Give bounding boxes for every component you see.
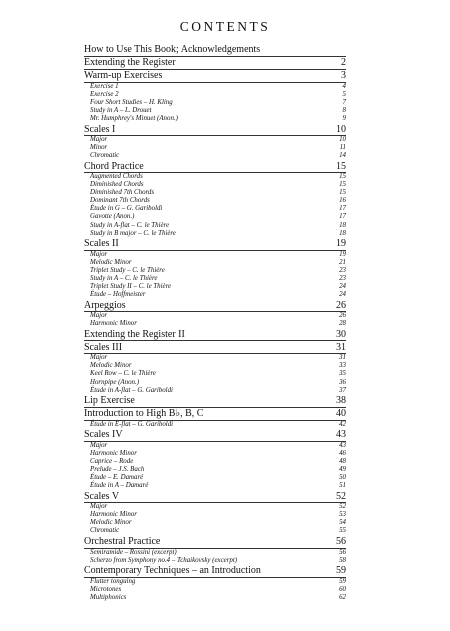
toc-entry-title: Extending the Register: [84, 57, 176, 69]
toc-section-entry: [84, 408, 346, 421]
toc-section-entry: [84, 124, 346, 137]
toc-subentry: [84, 136, 346, 144]
toc-page-number: 60: [339, 585, 346, 593]
toc-entry-title: Microtones: [90, 585, 122, 593]
toc-page-number: 7: [342, 98, 346, 106]
toc-entry-title: Warm-up Exercises: [84, 70, 163, 82]
toc-subentry: [84, 511, 346, 519]
toc-subentry: [84, 503, 346, 511]
toc-page-number: 2: [341, 57, 346, 69]
toc-page-number: 15: [339, 173, 346, 181]
toc-entry-title: Keel Row – C. le Thière: [90, 370, 156, 378]
toc-page-number: 31: [339, 354, 346, 362]
toc-subentry: [84, 251, 346, 259]
toc-section-entry: [84, 342, 346, 355]
toc-entry-title: Prelude – J.S. Bach: [90, 466, 145, 474]
toc-subentry: [84, 115, 346, 123]
toc-entry-title: Triplet Study II – C. le Thière: [90, 282, 172, 290]
toc-page-number: 19: [336, 238, 346, 250]
toc-page-number: 38: [336, 395, 346, 407]
toc-entry-title: Multiphonics: [90, 593, 127, 601]
toc-entry-title: Chromatic: [90, 152, 120, 160]
toc-page-number: 59: [339, 577, 346, 585]
toc-subentry: [84, 91, 346, 99]
toc-entry-title: Orchestral Practice: [84, 536, 161, 548]
toc-page-number: 37: [339, 386, 346, 394]
toc-subentry: [84, 230, 346, 238]
toc-page-number: 23: [339, 274, 346, 282]
toc-page-number: 50: [339, 474, 346, 482]
toc-page-number: 35: [339, 370, 346, 378]
toc-entry-title: Étude in E-flat – G. Gariboldi: [90, 420, 174, 428]
toc-page-number: 26: [336, 299, 346, 311]
toc-section-entry: [84, 238, 346, 251]
toc-entry-title: Arpeggios: [84, 299, 126, 311]
toc-subentry: [84, 594, 346, 602]
toc-entry-title: Diminished Chords: [90, 181, 144, 189]
toc-entry-title: Study in B major – C. le Thière: [90, 229, 176, 237]
toc-page-number: 10: [336, 123, 346, 135]
toc-page-number: 58: [339, 556, 346, 564]
toc-entry-title: Exercise 1: [90, 82, 119, 90]
toc-entry-title: Scherzo from Symphony no.4 – Tchaikovsky (excerpt): [90, 556, 238, 564]
toc-page-number: 16: [339, 197, 346, 205]
toc-subentry: [84, 466, 346, 474]
toc-page-number: 36: [339, 378, 346, 386]
toc-page-number: 18: [339, 221, 346, 229]
toc-page-number: 52: [339, 503, 346, 511]
toc-page-number: 53: [339, 511, 346, 519]
toc-page-number: 30: [336, 328, 346, 340]
toc-page-number: 9: [342, 114, 346, 122]
toc-page-number: 14: [339, 152, 346, 160]
toc-subentry: [84, 578, 346, 586]
toc-subentry: [84, 527, 346, 535]
toc-page-number: 54: [339, 519, 346, 527]
toc-entry-title: Triplet Study – C. le Thière: [90, 266, 165, 274]
toc-section-entry: [84, 161, 346, 174]
toc-subentry: [84, 370, 346, 378]
toc-subentry: [84, 320, 346, 328]
toc-entry-title: Four Short Studies – H. Kling: [90, 98, 173, 106]
toc-subentry: [84, 99, 346, 107]
toc-entry-title: Melodic Minor: [90, 519, 132, 527]
toc-section-entry: [84, 491, 346, 504]
toc-page-number: 17: [339, 205, 346, 213]
toc-subentry: [84, 291, 346, 299]
toc-entry-title: Introduction to High B♭, B, C: [84, 408, 204, 420]
toc-subentry: [84, 267, 346, 275]
toc-page-number: 23: [339, 266, 346, 274]
toc-entry-title: Scales III: [84, 341, 123, 353]
toc-subentry: [84, 354, 346, 362]
toc-subentry: [84, 222, 346, 230]
toc-entry-title: Exercise 2: [90, 90, 119, 98]
toc-subentry: [84, 259, 346, 267]
toc-entry-title: Melodic Minor: [90, 362, 132, 370]
toc-page-number: 43: [339, 441, 346, 449]
toc-entry-title: Major: [90, 312, 108, 320]
toc-entry-title: Étude in A – Damaré: [90, 482, 149, 490]
toc-subentry: [84, 519, 346, 527]
toc-page-number: 15: [339, 189, 346, 197]
toc-subentry: [84, 482, 346, 490]
toc-entry-title: Étude in A-flat – G. Gariboldi: [90, 386, 173, 394]
toc-page-number: 24: [339, 290, 346, 298]
toc-entry-title: Major: [90, 503, 108, 511]
toc-subentry: [84, 458, 346, 466]
toc-entry-title: Scales V: [84, 490, 120, 502]
toc-entry-title: Major: [90, 354, 108, 362]
toc-subentry: [84, 442, 346, 450]
toc-entry-title: Diminished 7th Chords: [90, 189, 155, 197]
toc-entry-title: Semiramide – Rossini (excerpt): [90, 548, 177, 556]
toc-page-number: 11: [339, 144, 346, 152]
toc-page-number: 5: [342, 90, 346, 98]
toc-entry-title: Augmented Chords: [90, 173, 143, 181]
toc-entry-title: Dominant 7th Chords: [90, 197, 150, 205]
toc-page-number: 4: [342, 82, 346, 90]
toc-section-entry: [84, 536, 346, 549]
toc-page-number: 56: [336, 536, 346, 548]
toc-subentry: [84, 387, 346, 395]
toc-subentry: [84, 421, 346, 429]
toc-page-number: 62: [339, 593, 346, 601]
toc-subentry: [84, 586, 346, 594]
toc-section-entry: [84, 429, 346, 442]
toc-entry-title: Hornpipe (Anon.): [90, 378, 139, 386]
toc-page-number: 26: [339, 312, 346, 320]
toc-page-number: 52: [336, 490, 346, 502]
toc-subentry: [84, 312, 346, 320]
toc-subentry: [84, 213, 346, 221]
toc-page-number: 18: [339, 229, 346, 237]
toc-entry-title: Major: [90, 136, 108, 144]
toc-entry-title: Study in A-flat – C. le Thière: [90, 221, 170, 229]
toc-entry-title: Chord Practice: [84, 160, 144, 172]
toc-page-number: 15: [336, 160, 346, 172]
toc-subentry: [84, 275, 346, 283]
toc-entry-title: Étude – E. Damaré: [90, 474, 144, 482]
toc-entry-title: Harmonic Minor: [90, 320, 137, 328]
toc-page-number: 42: [339, 420, 346, 428]
toc-entry-title: Scales II: [84, 238, 119, 250]
toc-subentry: [84, 144, 346, 152]
toc-entry-title: Minor: [90, 144, 108, 152]
toc-subentry: [84, 379, 346, 387]
toc-page-number: 19: [339, 250, 346, 258]
toc-subentry: [84, 181, 346, 189]
toc-entry-title: Study in A – L. Drouet: [90, 106, 152, 114]
toc-page-number: 28: [339, 320, 346, 328]
toc-section-entry: [84, 329, 346, 342]
toc-entry-title: Étude – Hoffmeister: [90, 290, 146, 298]
toc-entry-title: Major: [90, 250, 108, 258]
toc-entry-title: Caprice – Rode: [90, 458, 134, 466]
toc-page-number: 43: [336, 429, 346, 441]
toc-subentry: [84, 189, 346, 197]
toc-section-entry: [84, 44, 346, 57]
toc-entry-title: Gavotte (Anon.): [90, 213, 135, 221]
toc-page-number: 33: [339, 362, 346, 370]
toc-page-number: 3: [341, 70, 346, 82]
toc-page-number: 55: [339, 527, 346, 535]
toc-section-entry: [84, 395, 346, 408]
toc-subentry: [84, 173, 346, 181]
toc-page-number: 49: [339, 466, 346, 474]
toc-subentry: [84, 107, 346, 115]
toc-section-entry: [84, 300, 346, 313]
toc-page-number: 59: [336, 565, 346, 577]
toc-subentry: [84, 205, 346, 213]
toc-subentry: [84, 152, 346, 160]
toc-entry-title: Melodic Minor: [90, 258, 132, 266]
toc-section-entry: [84, 565, 346, 578]
toc-entry-title: Study in A – C. le Thière: [90, 274, 158, 282]
toc-entry-title: Contemporary Techniques – an Introduction: [84, 565, 261, 577]
toc-subentry: [84, 450, 346, 458]
page-title: CONTENTS: [179, 19, 271, 34]
toc-page-number: 48: [339, 458, 346, 466]
toc-page-number: 51: [339, 482, 346, 490]
toc-entry-title: Mr. Humphrey's Minuet (Anon.): [90, 114, 178, 122]
toc-page-number: 56: [339, 548, 346, 556]
toc-page-number: 8: [342, 106, 346, 114]
toc-page-number: 21: [339, 258, 346, 266]
toc-subentry: [84, 83, 346, 91]
toc-page-number: 40: [336, 408, 346, 420]
toc-subentry: [84, 362, 346, 370]
toc-entry-title: Lip Exercise: [84, 395, 135, 407]
toc-entry-title: Étude in G – G. Gariboldi: [90, 205, 163, 213]
toc-entry-title: Chromatic: [90, 527, 120, 535]
toc-entry-title: Scales I: [84, 123, 116, 135]
toc-page-number: 31: [336, 341, 346, 353]
toc-entry-title: Flutter tonguing: [90, 577, 136, 585]
toc-subentry: [84, 474, 346, 482]
toc-entry-title: How to Use This Book; Acknowledgements: [84, 44, 261, 55]
toc-entry-title: Extending the Register II: [84, 328, 185, 340]
toc-entry-title: Harmonic Minor: [90, 449, 137, 457]
toc-page-number: 15: [339, 181, 346, 189]
toc-entry-title: Scales IV: [84, 429, 123, 441]
toc-section-entry: [84, 57, 346, 70]
toc-entry-title: Harmonic Minor: [90, 511, 137, 519]
toc-subentry: [84, 283, 346, 291]
table-of-contents: [84, 44, 346, 602]
toc-subentry: [84, 549, 346, 557]
toc-entry-title: Major: [90, 441, 108, 449]
toc-page-number: 24: [339, 282, 346, 290]
toc-page-number: 10: [339, 136, 346, 144]
toc-page-number: 17: [339, 213, 346, 221]
toc-section-entry: [84, 70, 346, 83]
toc-page-number: 46: [339, 449, 346, 457]
toc-subentry: [84, 557, 346, 565]
